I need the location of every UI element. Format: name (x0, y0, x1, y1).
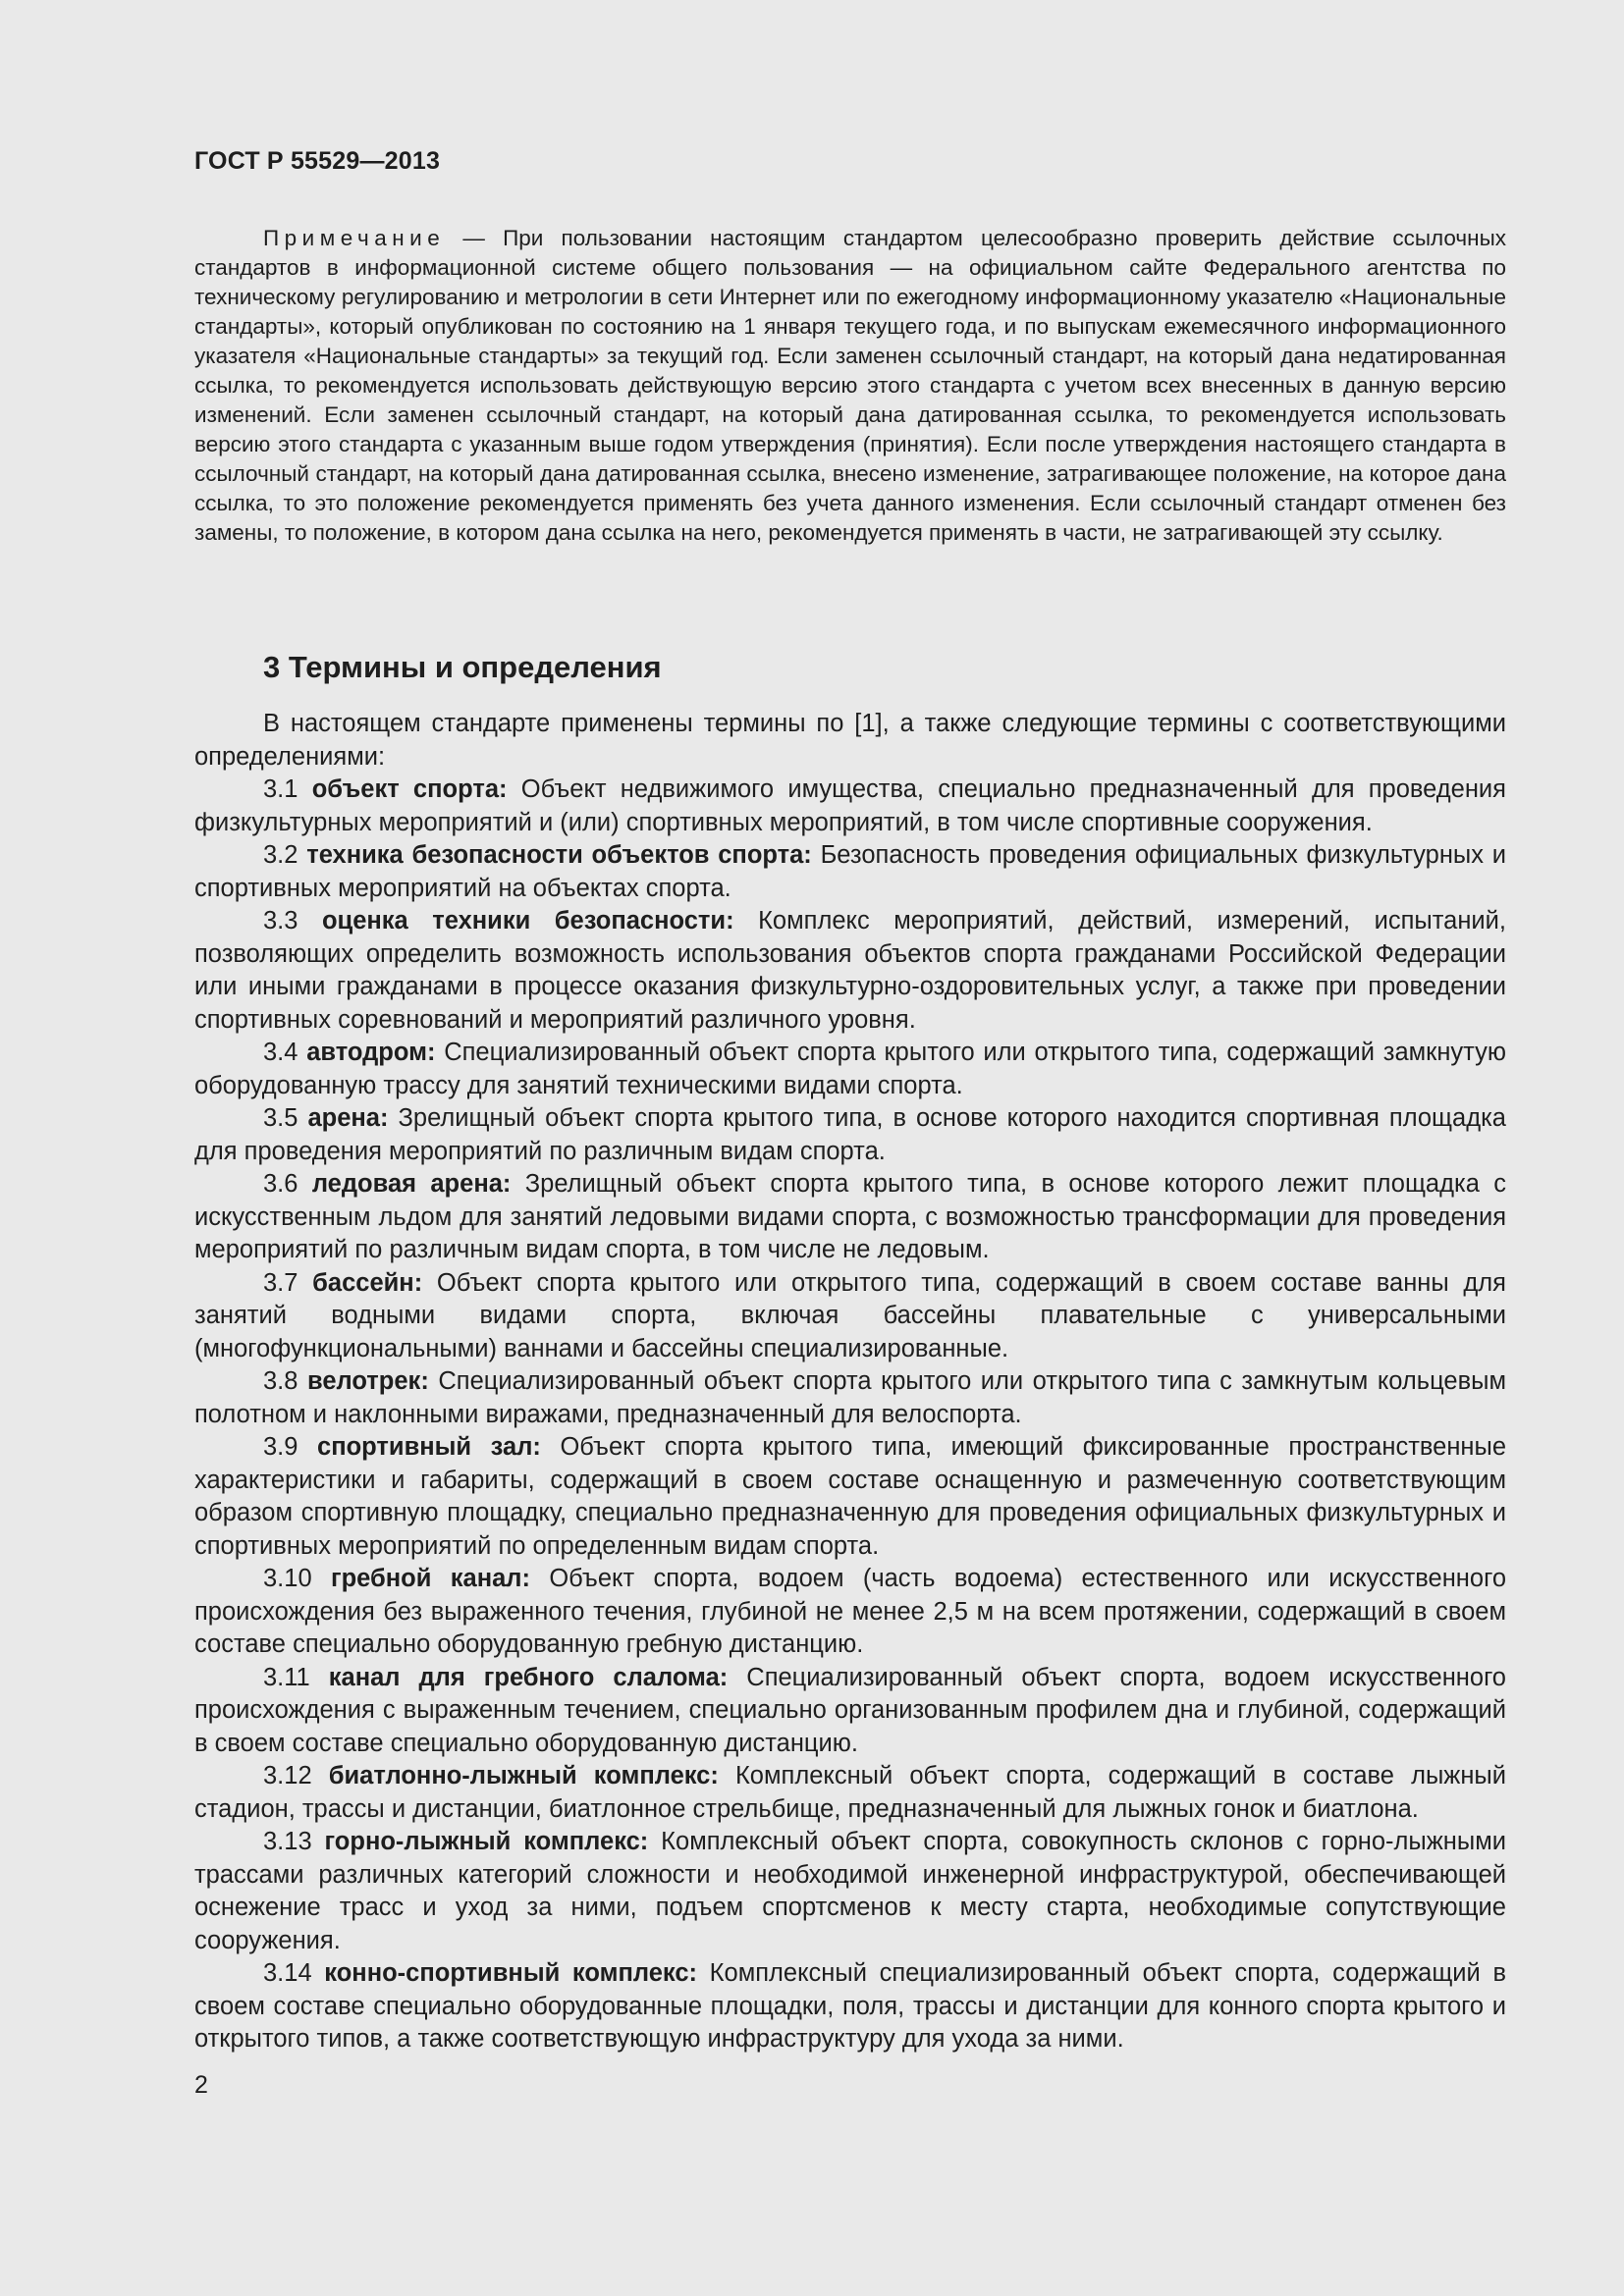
term-definition-text: Объект спорта, водоем (часть водоема) естественного или искусственного происхождения без выраженного течения, глубиной не менее 2,5 м на всем протяжении, содержащий в своем составе специально оборудованную гребную дистанцию. (194, 1565, 1506, 1658)
term-number: 3.3 (263, 907, 322, 934)
term-name: канал для гребного слалома: (328, 1663, 729, 1691)
term-definition-text: Специализированный объект спорта, водоем искусственного происхождения с выраженным течением, специально организованным профилем дна и глубиной, содержащий в своем составе специально оборудованную дистанцию. (194, 1663, 1506, 1757)
term-number: 3.12 (263, 1762, 329, 1789)
section-intro: В настоящем стандарте применены термины по [1], а также следующие термины с соответствующими определениями: (194, 710, 1506, 771)
term-number: 3.8 (263, 1367, 307, 1395)
term-definition (194, 1431, 1506, 1563)
term-name: ледовая арена: (311, 1170, 512, 1198)
term-name: бассейн: (312, 1268, 423, 1297)
term-name: гребной канал: (330, 1565, 530, 1592)
term-definition (194, 1563, 1506, 1662)
term-definition-text: Комплекс мероприятий, действий, измерений, испытаний, позволяющих определить возможность использования объектов спорта гражданами Российской Федерации или иными гражданами в процессе оказания физкультурно-оздоровительных услуг, а также при проведении спортивных соревнований и мероприятий различного уровня. (194, 907, 1506, 1034)
terms-list (194, 774, 1506, 2056)
note-label: Примечание (263, 226, 446, 250)
term-number: 3.7 (263, 1268, 313, 1297)
term-number: 3.1 (263, 775, 312, 803)
page-number: 2 (194, 2071, 208, 2099)
term-number: 3.6 (263, 1170, 312, 1198)
term-definition (194, 1365, 1506, 1431)
term-definition (194, 1037, 1506, 1102)
term-definition (194, 1102, 1506, 1168)
term-definition-text: Объект спорта крытого типа, имеющий фиксированные пространственные характеристики и габариты, содержащий в своем составе оснащенную и размеченную соответствующим образом спортивную площадку, специально предназначенную для проведения официальных физкультурных и спортивных мероприятий по определенным видам спорта. (194, 1433, 1506, 1560)
reference-note (194, 224, 1506, 548)
term-definition (194, 1957, 1506, 2056)
term-definition (194, 1826, 1506, 1957)
term-number: 3.5 (263, 1104, 308, 1132)
term-number: 3.9 (263, 1433, 318, 1461)
term-definition-text: Объект спорта крытого или открытого типа, содержащий в своем составе ванны для занятий водными видами спорта, включая бассейны плавательные с универсальными (многофункциональными) ваннами и бассейны специализированные. (194, 1268, 1506, 1362)
term-name: автодром: (306, 1039, 436, 1066)
term-name: арена: (307, 1104, 389, 1132)
term-definition (194, 1168, 1506, 1267)
term-number: 3.13 (263, 1828, 325, 1855)
term-definition-text: Специализированный объект спорта крытого или открытого типа, содержащий замкнутую оборудованную трассу для занятий техническими видами спорта. (194, 1039, 1506, 1099)
term-name: конно-спортивный комплекс: (324, 1959, 698, 1987)
term-name: биатлонно-лыжный комплекс: (328, 1762, 719, 1789)
term-number: 3.11 (263, 1663, 329, 1691)
note-text: — При пользовании настоящим стандартом целесообразно проверить действие ссылочных стандартов в информационной системе общего пользования — на официальном сайте Федерального агентства по техническому регулированию и метрологии в сети Интернет или по ежегодному информационному указателю «Национальные стандарты», который опубликован по состоянию на 1 января текущего года, и по выпускам ежемесячного информационного указателя «Национальные стандарты» за текущий год. Если заменен ссылочный стандарт, на который дана недатированная ссылка, то рекомендуется использовать действующую версию этого стандарта с учетом всех внесенных в данную версию изменений. Если заменен ссылочный стандарт, на который дана датированная ссылка, то рекомендуется использовать версию этого стандарта с указанным выше годом утверждения (принятия). Если после утверждения настоящего стандарта в ссылочный стандарт, на который дана датированная ссылка, внесено изменение, затрагивающее положение, на которое дана ссылка, то это положение рекомендуется применять без учета данного изменения. Если ссылочный стандарт отменен без замены, то положение, в котором дана ссылка на него, рекомендуется применять в части, не затрагивающей эту ссылку. (194, 226, 1506, 545)
section-body (194, 708, 1506, 2056)
term-definition-text: Комплексный специализированный объект спорта, содержащий в своем составе специально оборудованные площадки, поля, трассы и дистанции для конного спорта крытого и открытого типов, а также соответствующую инфраструктуру для ухода за ними. (194, 1959, 1506, 2053)
term-definition-text: Комплексный объект спорта, содержащий в составе лыжный стадион, трассы и дистанции, биатлонное стрельбище, предназначенный для лыжных гонок и биатлона. (194, 1762, 1506, 1823)
term-number: 3.2 (263, 841, 307, 869)
term-number: 3.4 (263, 1039, 307, 1066)
document-code-header: ГОСТ Р 55529—2013 (194, 147, 441, 175)
term-definition (194, 905, 1506, 1037)
term-definition-text: Объект недвижимого имущества, специально предназначенный для проведения физкультурных мероприятий и (или) спортивных мероприятий, в том числе спортивные сооружения. (194, 775, 1506, 836)
term-name: оценка техники безопасности: (321, 907, 734, 934)
term-definition (194, 774, 1506, 839)
term-definition-text: Комплексный объект спорта, совокупность склонов с горно-лыжными трассами различных категорий сложности и необходимой инженерной инфраструктурой, обеспечивающей оснежение трасс и уход за ними, подъем спортсменов к месту старта, необходимые сопутствующие сооружения. (194, 1828, 1506, 1954)
term-definition (194, 1760, 1506, 1826)
term-definition (194, 839, 1506, 905)
term-definition-text: Специализированный объект спорта крытого или открытого типа с замкнутым кольцевым полотном и наклонными виражами, предназначенный для велоспорта. (194, 1367, 1506, 1428)
term-definition-text: Зрелищный объект спорта крытого типа, в основе которого находится спортивная площадка для проведения мероприятий по различным видам спорта. (194, 1104, 1506, 1165)
term-name: спортивный зал: (317, 1433, 541, 1461)
term-name: объект спорта: (311, 775, 508, 803)
term-definition-text: Безопасность проведения официальных физкультурных и спортивных мероприятий на объектах спорта. (194, 841, 1506, 902)
term-name: велотрек: (306, 1367, 429, 1395)
term-definition-text: Зрелищный объект спорта крытого типа, в основе которого лежит площадка с искусственным льдом для занятий ледовыми видами спорта, с возможностью трансформации для проведения мероприятий по различным видам спорта, в том числе не ледовым. (194, 1170, 1506, 1263)
section-title: 3 Термины и определения (263, 650, 662, 684)
term-definition (194, 1267, 1506, 1366)
term-name: горно-лыжный комплекс: (324, 1828, 649, 1855)
term-definition (194, 1662, 1506, 1761)
term-number: 3.10 (263, 1565, 331, 1592)
term-name: техника безопасности объектов спорта: (306, 841, 812, 869)
term-number: 3.14 (263, 1959, 325, 1987)
